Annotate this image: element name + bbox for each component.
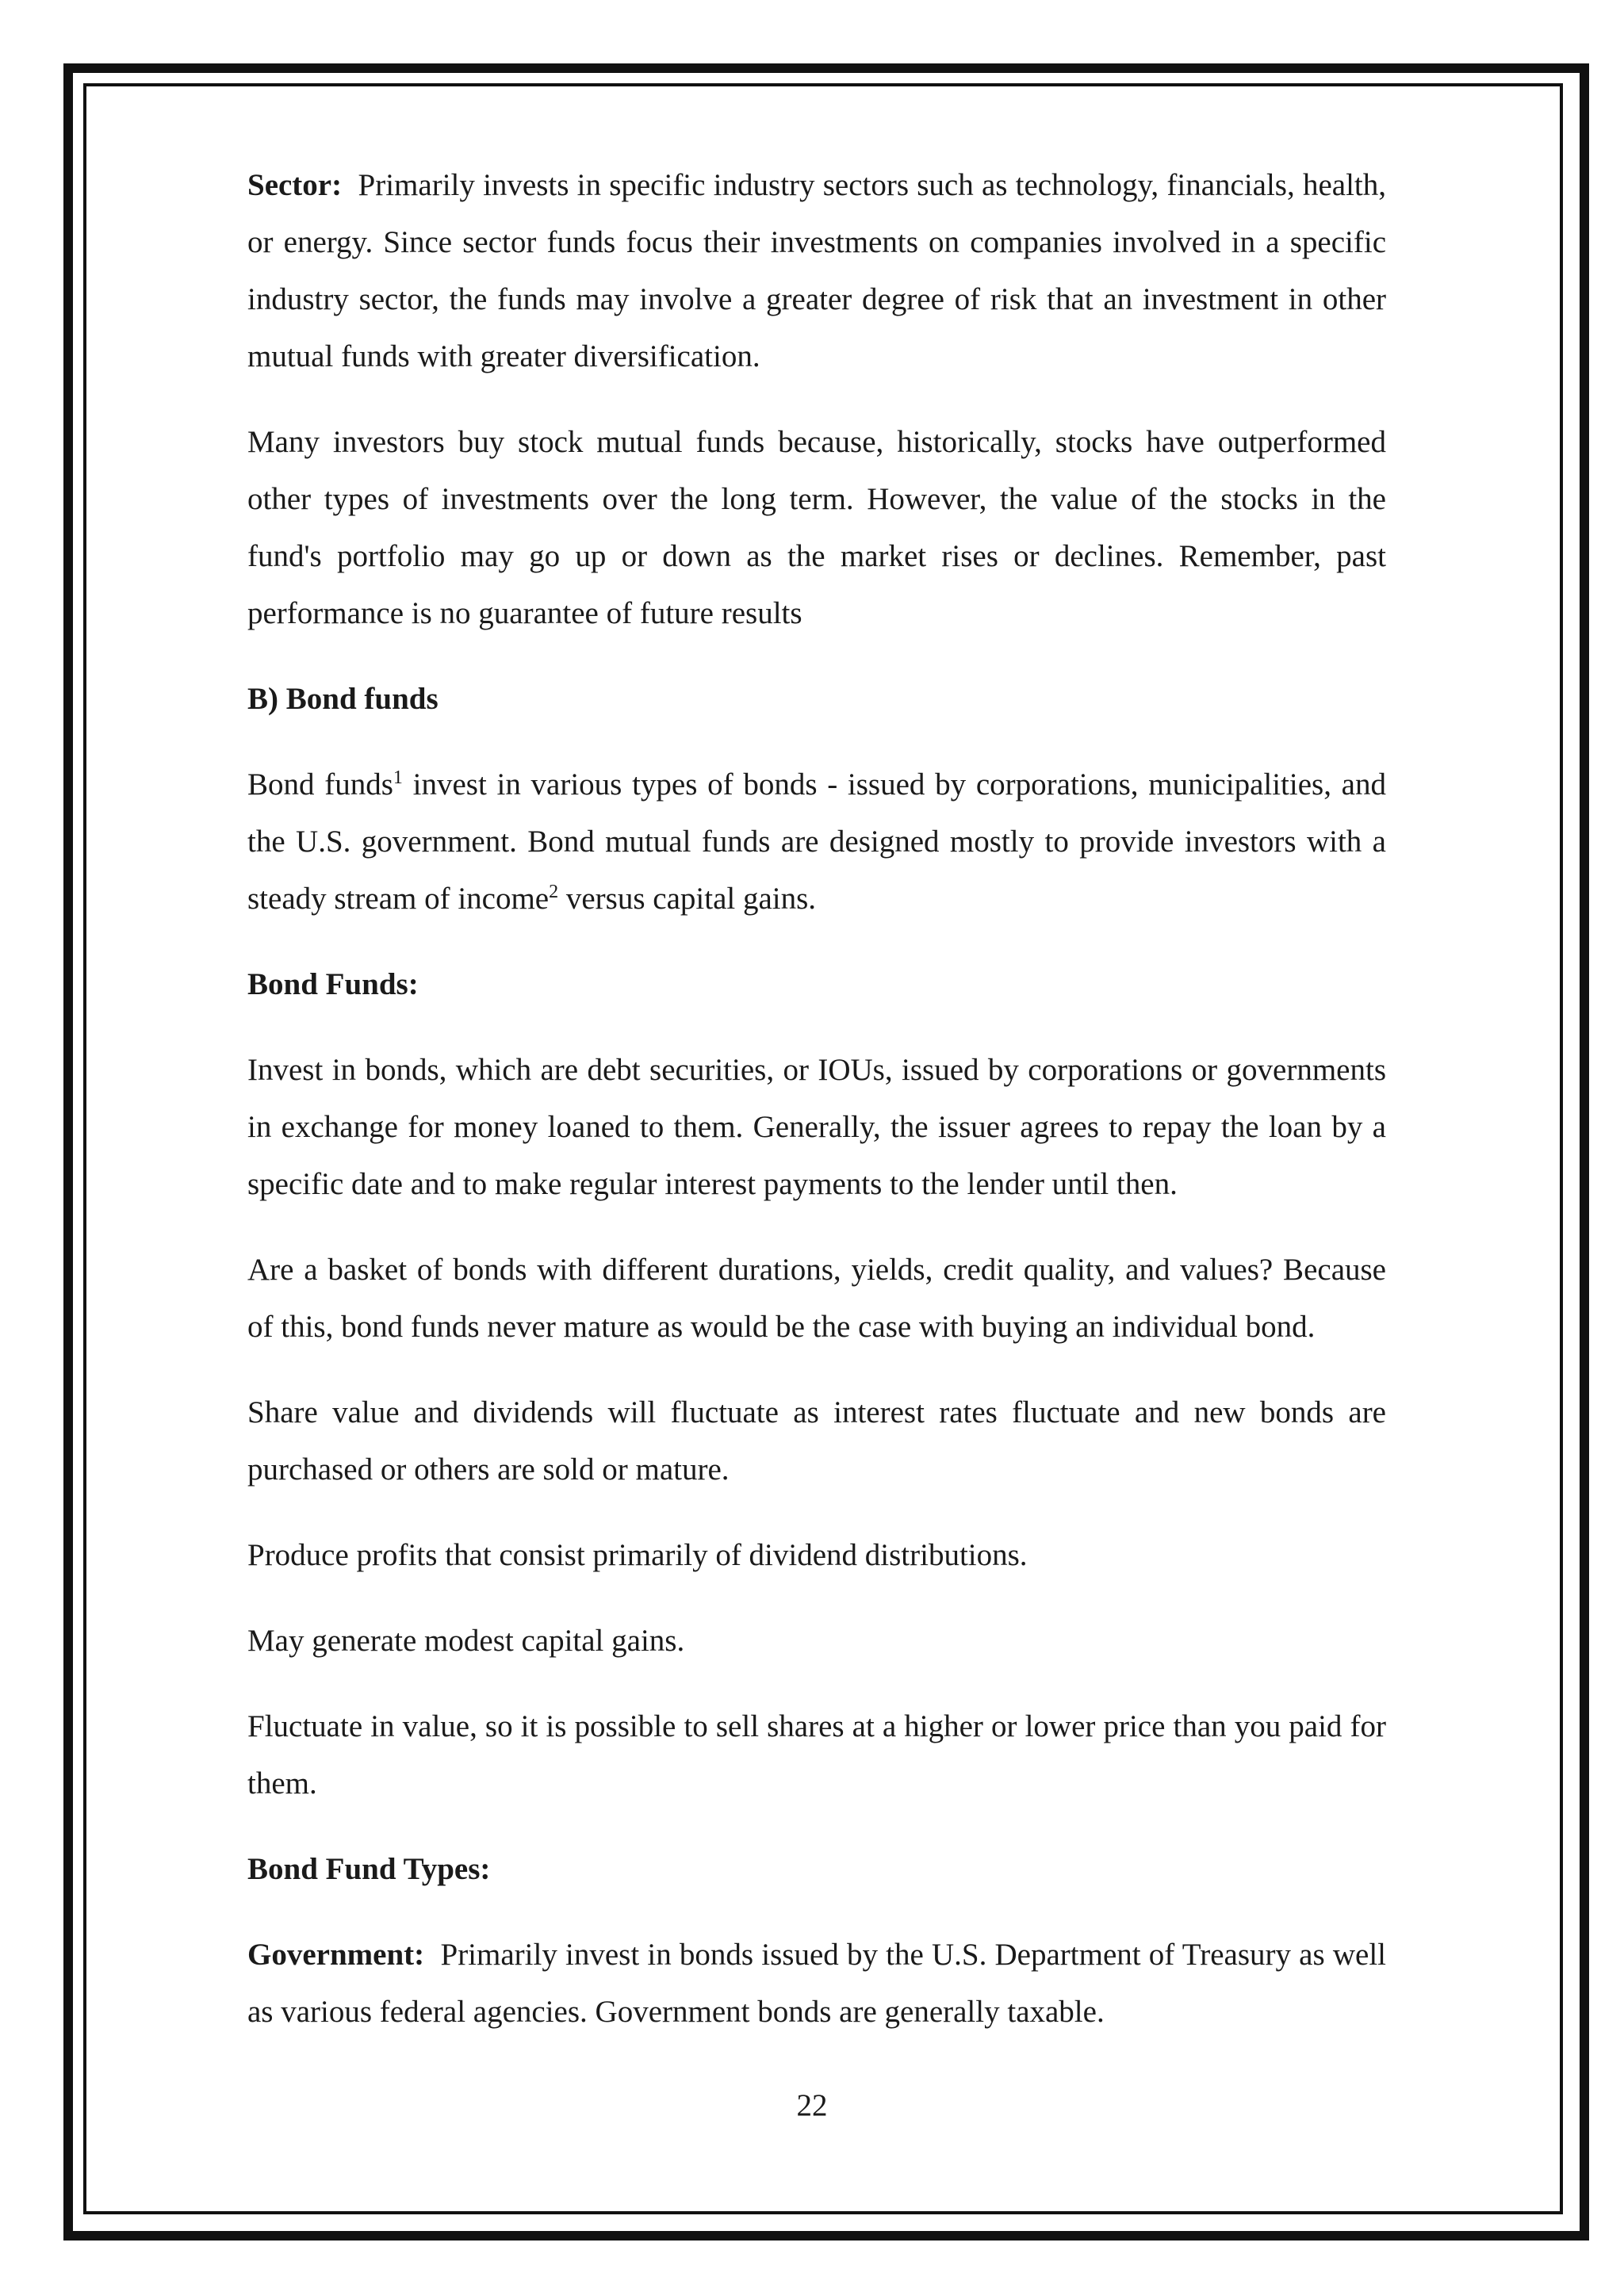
sector-text: Primarily invests in specific industry sectors such as technology, financials, health, or energy. Since sector funds focus their investments on companies involved in a specific industry sector, the funds may involve a greater degree of risk that an investment in other mutual funds with greater diversification. [247, 168, 1386, 373]
sector-label: Sector: [247, 168, 343, 202]
bond-funds-paragraph-6: Fluctuate in value, so it is possible to sell shares at a higher or lower price than you paid for them. [247, 1709, 1386, 1800]
bond-intro-part1: Bond funds [247, 767, 393, 802]
bond-funds-heading: B) Bond funds [247, 682, 439, 716]
footnote-ref-2: 2 [549, 882, 559, 902]
stock-paragraph: Many investors buy stock mutual funds because, historically, stocks have outperformed other types of investments over the long term. However, the value of the stocks in the fund's portfolio may go up or down as the market rises or declines. Remember, past performance is no guarantee of future results [247, 425, 1386, 630]
page-number: 22 [796, 2088, 828, 2122]
bond-funds-paragraph-1: Invest in bonds, which are debt securities, or IOUs, issued by corporations or governments in exchange for money loaned to them. Generally, the issuer agrees to repay the loan by a specific date and to make regular interest payments to the lender until then. [247, 1053, 1386, 1201]
bond-funds-paragraph-2: Are a basket of bonds with different durations, yields, credit quality, and values? Because of this, bond funds never mature as would be the case with buying an individual bond. [247, 1253, 1386, 1344]
bond-intro-part3: versus capital gains. [558, 882, 817, 916]
bond-intro-part2: invest in various types of bonds - issued by corporations, municipalities, and the U.S. government. Bond mutual funds are designed mostly to provide investors with a steady stream of income [247, 767, 1386, 916]
page-content [247, 157, 1386, 2069]
bond-fund-types-heading: Bond Fund Types: [247, 1852, 491, 1886]
bond-funds-paragraph-4: Produce profits that consist primarily of dividend distributions. [247, 1538, 1028, 1572]
government-label: Government: [247, 1938, 425, 1972]
footnote-ref-1: 1 [393, 767, 403, 788]
bond-funds-paragraph-3: Share value and dividends will fluctuate as interest rates fluctuate and new bonds are purchased or others are sold or mature. [247, 1395, 1386, 1487]
government-text: Primarily invest in bonds issued by the U.S. Department of Treasury as well as various federal agencies. Government bonds are generally taxable. [247, 1938, 1387, 2029]
bond-funds-subheading: Bond Funds: [247, 967, 419, 1001]
government-paragraph [247, 1927, 1386, 2041]
sector-paragraph [247, 157, 1386, 385]
bond-funds-paragraph-5: May generate modest capital gains. [247, 1624, 685, 1658]
bond-intro-paragraph [247, 756, 1386, 928]
